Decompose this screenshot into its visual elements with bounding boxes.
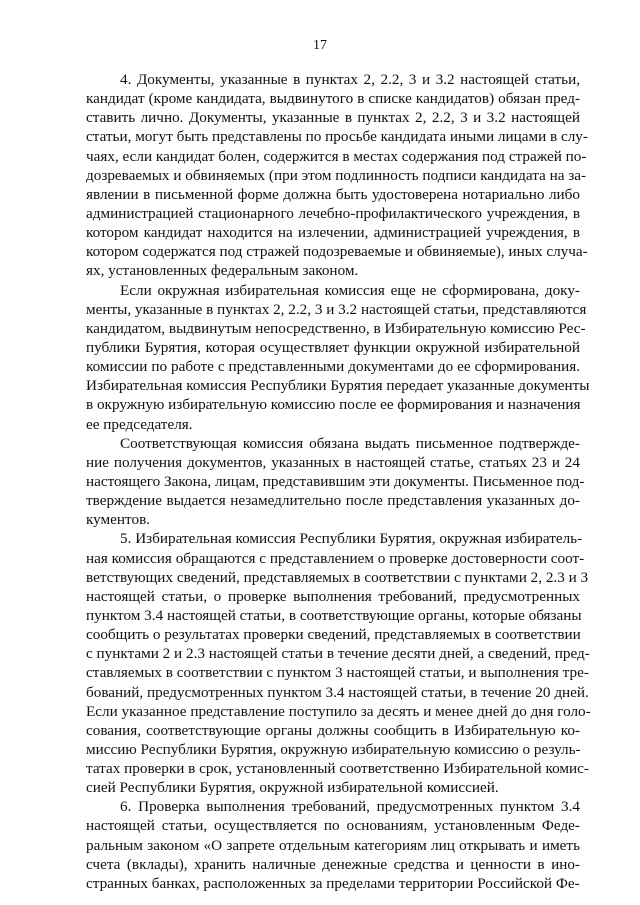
text-line: сией Республики Бурятия, окружной избирательной комиссией. [86, 779, 499, 797]
text-line: администрацией стационарного лечебно-профилактического учреждения, в [86, 204, 580, 222]
text-line: 4. Документы, указанные в пунктах 2, 2.2, 3 и 3.2 настоящей статьи, [120, 71, 580, 88]
paragraph [86, 70, 588, 281]
document-body [86, 70, 591, 893]
text-line: ставляемых в соответствии с пунктом 3 настоящей статьи, и выполнения тре- [86, 664, 589, 682]
text-line: счета (вклады), хранить наличные денежные средства и ценности в ино- [86, 855, 580, 873]
text-line: менты, указанные в пунктах 2, 2.2, 3 и 3.2 настоящей статьи, представляются [86, 300, 587, 318]
paragraph [86, 281, 590, 434]
text-line: миссию Республики Бурятия, окружную избирательную комиссию о резуль- [86, 740, 581, 758]
text-line: Избирательная комиссия Республики Бурятия передает указанные документы [86, 377, 590, 395]
text-line: ная комиссия обращаются с представлением о проверке достоверности соот- [86, 549, 585, 567]
text-line: 5. Избирательная комиссия Республики Бурятия, окружная избиратель- [120, 530, 583, 548]
text-line: котором кандидат находится на излечении, администрацией учреждения, в [86, 224, 580, 242]
text-line: в окружную избирательную комиссию после ее формирования и назначения [86, 396, 581, 414]
text-line: бований, предусмотренных пунктом 3.4 настоящей статьи, в течение 20 дней. [86, 683, 589, 701]
text-line: статьи, могут быть представлены по просьбе кандидата иными лицами в слу- [86, 128, 588, 146]
text-line: сования, соответствующие органы должны сообщить в Избирательную ко- [86, 721, 580, 739]
text-line: Если указанное представление поступило за десять и менее дней до дня голо- [86, 702, 591, 720]
text-line: настоящей статьи, осуществляется по основаниям, установленным Феде- [86, 817, 580, 835]
text-line: ях, установленных федеральным законом. [86, 262, 359, 280]
text-line: ральным законом «О запрете отдельным категориям лиц открывать и иметь [86, 836, 580, 854]
text-line: татах проверки в срок, установленный соответственно Избирательной комис- [86, 760, 589, 778]
text-line: странных банках, расположенных за пределами территории Российской Фе- [86, 874, 580, 892]
text-line: с пунктами 2 и 2.3 настоящей статьи в течение десяти дней, а сведений, пред- [86, 645, 590, 663]
text-line: ее председателя. [86, 415, 193, 433]
text-line: комиссии по работе с представленными документами до ее сформирования. [86, 358, 580, 376]
text-line: чаях, если кандидат болен, содержится в местах содержания под стражей по- [86, 147, 587, 165]
text-line: ние получения документов, указанных в настоящей статье, статьях 23 и 24 [86, 453, 580, 471]
text-line: кандидатом, выдвинутым непосредственно, в Избирательную комиссию Рес- [86, 319, 586, 337]
text-line: Если окружная избирательная комиссия еще не сформирована, доку- [120, 281, 580, 299]
text-line: настоящей статьи, о проверке выполнения требований, предусмотренных [86, 587, 580, 605]
text-line: явлении в письменной форме должна быть удостоверена нотариально либо [86, 185, 580, 203]
text-line: сообщить о результатах проверки сведений, представляемых в соответствии [86, 626, 581, 644]
text-line: кандидат (кроме кандидата, выдвинутого в списке кандидатов) обязан пред- [86, 90, 580, 108]
text-line: тверждение выдается незамедлительно после представления указанных до- [86, 492, 580, 510]
text-line: ветствующих сведений, представляемых в соответствии с пунктами 2, 2.3 и 3 [86, 568, 589, 586]
page-number: 17 [313, 38, 327, 53]
paragraph [86, 434, 585, 530]
text-line: 6. Проверка выполнения требований, предусмотренных пунктом 3.4 [120, 798, 580, 816]
paragraph [86, 797, 580, 893]
text-line: настоящего Закона, лицам, представившим эти документы. Письменное под- [86, 472, 585, 490]
text-line: пунктом 3.4 настоящей статьи, в соответствующие органы, которые обязаны [86, 606, 582, 624]
text-line: кументов. [86, 511, 151, 529]
text-line: Соответствующая комиссия обязана выдать письменное подтвержде- [120, 434, 580, 452]
text-line: дозреваемых и обвиняемых (при этом подлинность подписи кандидата на за- [86, 166, 587, 184]
text-line: публики Бурятия, которая осуществляет функции окружной избирательной [86, 338, 580, 356]
text-line: ставить лично. Документы, указанные в пунктах 2, 2.2, 3 и 3.2 настоящей [86, 109, 580, 127]
paragraph [86, 529, 591, 797]
text-line: котором содержатся под стражей подозреваемые и обвиняемые), иных случа- [86, 243, 588, 261]
